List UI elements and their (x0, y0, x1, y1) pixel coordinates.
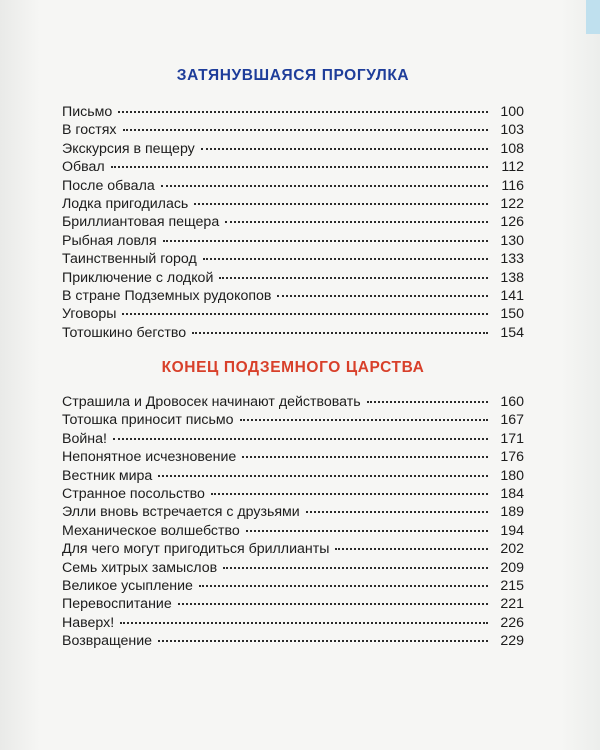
page-number: 202 (500, 541, 524, 558)
page-number: 141 (500, 287, 524, 304)
chapter-title: Рыбная ловля (62, 232, 157, 249)
toc-entry (62, 503, 524, 521)
toc-entry (62, 467, 524, 485)
section-title: КОНЕЦ ПОДЗЕМНОГО ЦАРСТВА (161, 359, 425, 376)
page-number: 116 (501, 177, 524, 194)
page-number: 171 (500, 430, 524, 447)
page-number: 215 (500, 577, 524, 594)
toc-entry (62, 540, 524, 558)
toc-section-walk (62, 67, 524, 342)
toc-entry (62, 213, 524, 231)
toc-entry (62, 158, 524, 176)
section-title: ЗАТЯНУВШАЯСЯ ПРОГУЛКА (176, 67, 410, 84)
toc-entry (62, 195, 524, 213)
page-number: 194 (500, 522, 524, 539)
toc-entry (62, 324, 524, 342)
chapter-title: Война! (62, 430, 107, 447)
toc-entry (62, 393, 524, 411)
toc-entry (62, 595, 524, 613)
dot-leader (240, 415, 488, 421)
chapter-title: Лодка пригодилась (62, 195, 189, 212)
chapter-title: Приключение с лодкой (62, 269, 214, 286)
dot-leader (120, 618, 488, 624)
page-number: 167 (500, 412, 524, 429)
page-number: 229 (500, 633, 524, 650)
page-number: 160 (500, 394, 524, 410)
dot-leader (161, 181, 488, 187)
toc-entry (62, 103, 524, 121)
dot-leader (201, 144, 488, 150)
chapter-title: Обвал (62, 159, 105, 176)
chapter-title: Непонятное исчезновение (62, 449, 237, 466)
chapter-title: Элли вновь встречается с друзьями (62, 504, 300, 521)
dot-leader (277, 291, 488, 297)
dot-leader (194, 199, 488, 205)
page-number: 108 (500, 140, 524, 157)
dot-leader (113, 434, 488, 440)
dot-leader (335, 544, 488, 550)
dot-leader (118, 107, 488, 113)
toc-entry (62, 287, 524, 305)
chapter-title: Наверх! (62, 614, 115, 631)
dot-leader (219, 273, 488, 279)
chapter-title: В гостях (62, 122, 117, 139)
chapter-title: Механическое волшебство (62, 522, 240, 539)
toc-entry (62, 411, 524, 429)
toc-entry (62, 577, 524, 595)
dot-leader (203, 254, 488, 260)
page-number: 154 (500, 324, 524, 341)
chapter-title: Перевоспитание (62, 596, 172, 613)
chapter-title: Страшила и Дровосек начинают действовать (62, 394, 361, 410)
dot-leader (158, 636, 488, 642)
dot-leader (178, 599, 488, 605)
chapter-title: Великое усыпление (62, 577, 193, 594)
chapter-title: Возвращение (62, 633, 153, 650)
toc-entry (62, 632, 524, 650)
toc-entry (62, 485, 524, 503)
page-number: 100 (500, 104, 524, 120)
page-number: 189 (500, 504, 524, 521)
dot-leader (111, 162, 488, 168)
toc-entry (62, 305, 524, 323)
page-number: 180 (500, 467, 524, 484)
dot-leader (223, 563, 488, 569)
dot-leader (163, 236, 488, 242)
chapter-title: Бриллиантовая пещера (62, 214, 220, 231)
toc-entry (62, 559, 524, 577)
dot-leader (123, 125, 488, 131)
toc-list (62, 103, 524, 342)
chapter-title: Странное посольство (62, 485, 205, 502)
toc-entry (62, 430, 524, 448)
dot-leader (158, 471, 488, 477)
page-corner-tab (586, 0, 600, 34)
chapter-title: Тотошка приносит письмо (62, 412, 234, 429)
dot-leader (246, 526, 488, 532)
chapter-title: Семь хитрых замыслов (62, 559, 218, 576)
toc-entry (62, 614, 524, 632)
chapter-title: Тотошкино бегство (62, 324, 187, 341)
toc-entry (62, 232, 524, 250)
page-number: 209 (500, 559, 524, 576)
page-number: 176 (500, 449, 524, 466)
toc-entry (62, 250, 524, 268)
chapter-title: Таинственный город (62, 251, 197, 268)
toc-entry (62, 140, 524, 158)
chapter-title: Вестник мира (62, 467, 153, 484)
page-number: 138 (500, 269, 524, 286)
dot-leader (242, 452, 488, 458)
chapter-title: Экскурсия в пещеру (62, 140, 195, 157)
dot-leader (192, 328, 488, 334)
page-number: 221 (500, 596, 524, 613)
dot-leader (367, 397, 488, 403)
dot-leader (211, 489, 488, 495)
dot-leader (122, 309, 488, 315)
page-number: 122 (500, 195, 524, 212)
toc-entry (62, 177, 524, 195)
toc-entry (62, 269, 524, 287)
page-number: 103 (500, 122, 524, 139)
page-number: 130 (500, 232, 524, 249)
toc-list (62, 393, 524, 650)
dot-leader (225, 217, 488, 223)
toc-entry (62, 448, 524, 466)
chapter-title: Уговоры (62, 306, 117, 323)
dot-leader (306, 507, 488, 513)
chapter-title: Для чего могут пригодиться бриллианты (62, 541, 330, 558)
chapter-title: После обвала (62, 177, 155, 194)
page-number: 133 (500, 251, 524, 268)
toc-entry (62, 522, 524, 540)
page-number: 126 (500, 214, 524, 231)
toc-section-end-of-kingdom (62, 359, 524, 650)
page-number: 184 (500, 485, 524, 502)
page-number: 226 (500, 614, 524, 631)
page-number: 112 (501, 159, 524, 176)
dot-leader (199, 581, 488, 587)
toc-entry (62, 121, 524, 139)
page-number: 150 (500, 306, 524, 323)
chapter-title: Письмо (62, 104, 113, 120)
chapter-title: В стране Подземных рудокопов (62, 287, 272, 304)
